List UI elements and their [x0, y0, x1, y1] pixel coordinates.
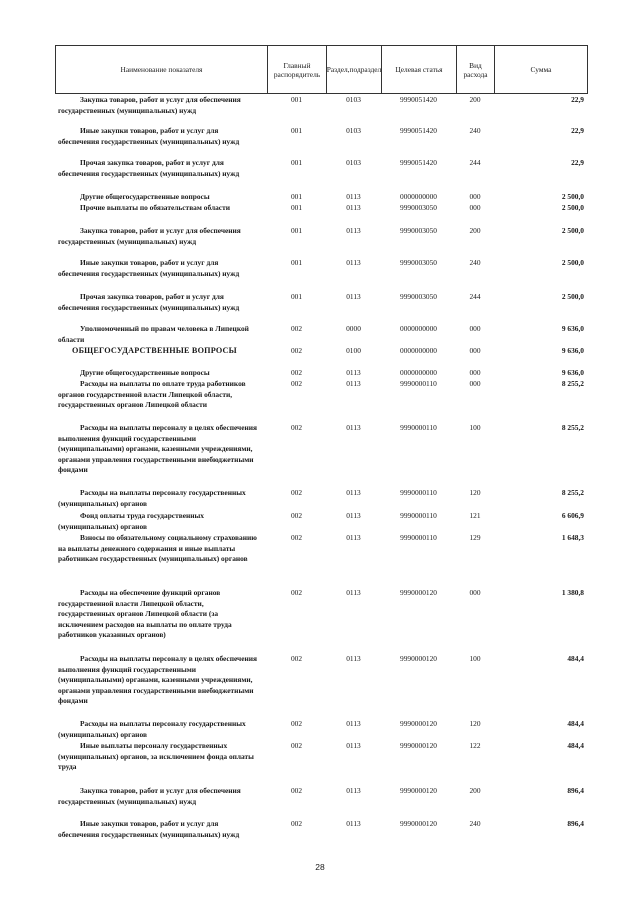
- row-target: 9990003050: [400, 203, 437, 212]
- row-name: Закупка товаров, работ и услуг для обеспечения государственных (муниципальных) нужд: [58, 95, 241, 115]
- row-target: 9990003050: [400, 258, 437, 267]
- row-manager: 002: [290, 819, 303, 828]
- row-manager: 002: [290, 719, 303, 728]
- row-name: Расходы на выплаты персоналу государственных (муниципальных) органов: [58, 488, 246, 508]
- row-manager: 001: [290, 203, 303, 212]
- row-target: 9990000120: [400, 819, 437, 828]
- row-amount: 2 500,0: [561, 192, 584, 201]
- row-expense-type: 000: [469, 203, 481, 212]
- row-name: Иные закупки товаров, работ и услуг для обеспечения государственных (муниципальных) нужд: [58, 126, 240, 146]
- row-expense-type: 000: [469, 192, 481, 201]
- row-amount: 22,9: [571, 126, 584, 135]
- row-target: 9990000110: [400, 379, 437, 388]
- row-expense-type: 244: [469, 292, 481, 301]
- header-manager: Главный распорядитель: [268, 46, 327, 93]
- row-amount: 22,9: [571, 158, 584, 167]
- row-name: Прочие выплаты по обязательствам области: [80, 203, 230, 212]
- row-manager: 002: [290, 741, 303, 750]
- row-amount: 896,4: [567, 786, 584, 795]
- row-amount: 9 636,0: [561, 368, 584, 377]
- row-section: 0113: [346, 368, 361, 377]
- table-header: [55, 45, 588, 94]
- row-target: 9990000120: [400, 654, 437, 663]
- row-section: 0113: [346, 511, 361, 520]
- row-section: 0113: [346, 741, 361, 750]
- row-expense-type: 244: [469, 158, 481, 167]
- row-manager: 002: [290, 511, 303, 520]
- row-name: Иные закупки товаров, работ и услуг для обеспечения государственных (муниципальных) нужд: [58, 258, 240, 278]
- row-name: Закупка товаров, работ и услуг для обеспечения государственных (муниципальных) нужд: [58, 786, 241, 806]
- row-amount: 9 636,0: [561, 324, 584, 333]
- row-target: 0000000000: [400, 192, 437, 201]
- row-expense-type: 240: [469, 819, 481, 828]
- row-amount: 9 636,0: [561, 346, 584, 355]
- header-section: Раздел,подраздел: [327, 46, 382, 93]
- row-name: Прочая закупка товаров, работ и услуг для обеспечения государственных (муниципальных) нужд: [58, 292, 240, 312]
- row-manager: 002: [290, 786, 303, 795]
- row-target: 9990000110: [400, 511, 437, 520]
- row-amount: 2 500,0: [561, 258, 584, 267]
- row-manager: 002: [290, 588, 303, 597]
- row-expense-type: 120: [469, 719, 481, 728]
- row-section: 0113: [346, 379, 361, 388]
- row-amount: 8 255,2: [561, 423, 584, 432]
- row-expense-type: 200: [469, 226, 481, 235]
- row-amount: 8 255,2: [561, 488, 584, 497]
- row-section: 0000: [346, 324, 361, 333]
- row-name: Фонд оплаты труда государственных (муниципальных) органов: [58, 511, 204, 531]
- row-amount: 2 500,0: [561, 203, 584, 212]
- row-name: Другие общегосударственные вопросы: [80, 192, 210, 201]
- row-manager: 001: [290, 95, 303, 104]
- row-expense-type: 200: [469, 95, 481, 104]
- row-expense-type: 200: [469, 786, 481, 795]
- row-expense-type: 129: [469, 533, 481, 542]
- row-target: 9990000120: [400, 719, 437, 728]
- row-manager: 002: [290, 379, 303, 388]
- row-section: 0113: [346, 292, 361, 301]
- row-amount: 1 648,3: [561, 533, 584, 542]
- row-expense-type: 100: [469, 423, 481, 432]
- row-target: 9990000110: [400, 488, 437, 497]
- row-name: Расходы на выплаты персоналу в целях обеспечения выполнения функций государственными (муниципальными) органами, казенными учреждениями, органами управления государственными внебюджетными фондами: [58, 654, 258, 706]
- row-expense-type: 000: [469, 379, 481, 388]
- row-manager: 001: [290, 258, 303, 267]
- row-section: 0113: [346, 719, 361, 728]
- row-manager: 002: [290, 533, 303, 542]
- row-manager: 002: [290, 488, 303, 497]
- row-amount: 484,4: [567, 654, 584, 663]
- row-amount: 1 380,8: [561, 588, 584, 597]
- header-amount: Сумма: [530, 65, 552, 74]
- row-section: 0100: [346, 346, 361, 355]
- row-expense-type: 121: [469, 511, 481, 520]
- row-manager: 001: [290, 192, 303, 201]
- row-target: 9990003050: [400, 226, 437, 235]
- row-name: Взносы по обязательному социальному страхованию на выплаты денежного содержания и иные выплаты работникам государственных (муниципальных) органов: [58, 533, 257, 564]
- row-name: Иные закупки товаров, работ и услуг для обеспечения государственных (муниципальных) нужд: [58, 819, 240, 839]
- row-amount: 896,4: [567, 819, 584, 828]
- row-amount: 22,9: [571, 95, 584, 104]
- row-expense-type: 240: [469, 258, 481, 267]
- row-target: 0000000000: [400, 324, 437, 333]
- row-manager: 001: [290, 126, 303, 135]
- row-section: 0113: [346, 192, 361, 201]
- header-target: Целевая статья: [382, 46, 457, 93]
- row-amount: 8 255,2: [561, 379, 584, 388]
- row-amount: 484,4: [567, 741, 584, 750]
- row-section: 0113: [346, 226, 361, 235]
- row-manager: 002: [290, 368, 303, 377]
- row-section: 0113: [346, 654, 361, 663]
- row-section: 0113: [346, 488, 361, 497]
- row-expense-type: 000: [469, 368, 481, 377]
- row-manager: 001: [290, 226, 303, 235]
- row-manager: 001: [290, 158, 303, 167]
- page-number: 28: [315, 862, 325, 872]
- row-section: 0113: [346, 533, 361, 542]
- row-target: 9990000110: [400, 533, 437, 542]
- row-name: Расходы на выплаты персоналу государственных (муниципальных) органов: [58, 719, 246, 739]
- row-expense-type: 000: [469, 324, 481, 333]
- row-name: Другие общегосударственные вопросы: [80, 368, 210, 377]
- row-section: 0113: [346, 819, 361, 828]
- row-target: 9990003050: [400, 292, 437, 301]
- row-manager: 002: [290, 423, 303, 432]
- row-target: 9990051420: [400, 95, 437, 104]
- row-section: 0103: [346, 126, 361, 135]
- row-manager: 002: [290, 324, 303, 333]
- row-amount: 2 500,0: [561, 226, 584, 235]
- row-name: Расходы на выплаты по оплате труда работников органов государственной власти Липецкой области, государственных органов Липецкой области: [58, 379, 246, 410]
- header-name: Наименование показателя: [56, 46, 268, 93]
- row-target: 9990000120: [400, 786, 437, 795]
- row-section: 0113: [346, 203, 361, 212]
- row-section: 0113: [346, 423, 361, 432]
- row-section: 0113: [346, 588, 361, 597]
- row-target: 9990000120: [400, 741, 437, 750]
- row-target: 0000000000: [400, 346, 437, 355]
- row-target: 9990051420: [400, 126, 437, 135]
- row-expense-type: 240: [469, 126, 481, 135]
- row-amount: 484,4: [567, 719, 584, 728]
- row-target: 9990051420: [400, 158, 437, 167]
- row-section: 0103: [346, 158, 361, 167]
- row-expense-type: 100: [469, 654, 481, 663]
- row-name: Прочая закупка товаров, работ и услуг для обеспечения государственных (муниципальных) нужд: [58, 158, 240, 178]
- row-manager: 002: [290, 654, 303, 663]
- row-name: Закупка товаров, работ и услуг для обеспечения государственных (муниципальных) нужд: [58, 226, 241, 246]
- row-expense-type: 000: [469, 588, 481, 597]
- row-section: 0113: [346, 258, 361, 267]
- row-section: 0103: [346, 95, 361, 104]
- row-manager: 002: [290, 346, 303, 355]
- row-manager: 001: [290, 292, 303, 301]
- row-section: 0113: [346, 786, 361, 795]
- row-expense-type: 122: [469, 741, 481, 750]
- row-target: 0000000000: [400, 368, 437, 377]
- row-name: Иные выплаты персоналу государственных (муниципальных) органов, за исключением фонда оплаты труда: [58, 741, 254, 772]
- row-amount: 6 606,9: [561, 511, 584, 520]
- row-target: 9990000110: [400, 423, 437, 432]
- row-name: Расходы на выплаты персоналу в целях обеспечения выполнения функций государственными (муниципальными) органами, казенными учреждениями, органами управления государственными внебюджетными фондами: [58, 423, 258, 475]
- row-name: ОБЩЕГОСУДАРСТВЕННЫЕ ВОПРОСЫ: [72, 346, 237, 355]
- row-expense-type: 000: [469, 346, 481, 355]
- row-name: Расходы на обеспечение функций органов государственной власти Липецкой области, государственных органов Липецкой области (за исключением расходов на выплаты по оплате труда работников указанных органов): [58, 588, 232, 640]
- row-amount: 2 500,0: [561, 292, 584, 301]
- row-target: 9990000120: [400, 588, 437, 597]
- row-expense-type: 120: [469, 488, 481, 497]
- header-type: Вид расхода: [457, 46, 495, 93]
- row-name: Уполномоченный по правам человека в Липецкой области: [58, 324, 249, 344]
